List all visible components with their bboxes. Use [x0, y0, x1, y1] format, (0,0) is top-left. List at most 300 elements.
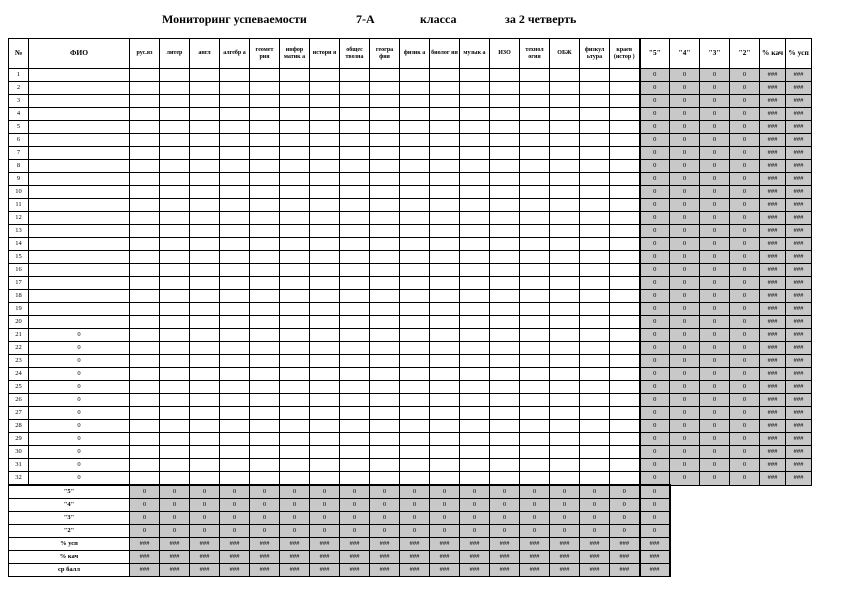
grade-input-cell[interactable] [190, 368, 220, 381]
grade-input-cell[interactable] [220, 446, 250, 459]
grade-input-cell[interactable] [520, 329, 550, 342]
grade-input-cell[interactable] [160, 251, 190, 264]
grade-input-cell[interactable] [130, 394, 160, 407]
grade-input-cell[interactable] [220, 108, 250, 121]
grade-input-cell[interactable] [550, 212, 580, 225]
grade-input-cell[interactable] [190, 381, 220, 394]
fio-cell[interactable]: 0 [29, 446, 130, 459]
grade-input-cell[interactable] [520, 420, 550, 433]
grade-input-cell[interactable] [340, 420, 370, 433]
grade-input-cell[interactable] [130, 342, 160, 355]
grade-input-cell[interactable] [310, 407, 340, 420]
grade-input-cell[interactable] [430, 108, 460, 121]
grade-input-cell[interactable] [220, 225, 250, 238]
grade-input-cell[interactable] [160, 212, 190, 225]
grade-input-cell[interactable] [580, 394, 610, 407]
grade-input-cell[interactable] [220, 459, 250, 472]
grade-input-cell[interactable] [160, 69, 190, 82]
grade-input-cell[interactable] [250, 251, 280, 264]
grade-input-cell[interactable] [550, 238, 580, 251]
grade-input-cell[interactable] [130, 472, 160, 486]
grade-input-cell[interactable] [280, 394, 310, 407]
fio-cell[interactable] [29, 186, 130, 199]
grade-input-cell[interactable] [340, 238, 370, 251]
grade-input-cell[interactable] [580, 186, 610, 199]
grade-input-cell[interactable] [550, 407, 580, 420]
grade-input-cell[interactable] [460, 82, 490, 95]
grade-input-cell[interactable] [370, 186, 400, 199]
grade-input-cell[interactable] [370, 147, 400, 160]
grade-input-cell[interactable] [430, 290, 460, 303]
grade-input-cell[interactable] [340, 264, 370, 277]
grade-input-cell[interactable] [460, 381, 490, 394]
grade-input-cell[interactable] [340, 459, 370, 472]
grade-input-cell[interactable] [130, 433, 160, 446]
grade-input-cell[interactable] [610, 446, 640, 459]
grade-input-cell[interactable] [190, 277, 220, 290]
grade-input-cell[interactable] [400, 355, 430, 368]
grade-input-cell[interactable] [610, 277, 640, 290]
grade-input-cell[interactable] [610, 95, 640, 108]
grade-input-cell[interactable] [490, 160, 520, 173]
fio-cell[interactable] [29, 108, 130, 121]
grade-input-cell[interactable] [550, 277, 580, 290]
grade-input-cell[interactable] [220, 199, 250, 212]
grade-input-cell[interactable] [130, 212, 160, 225]
grade-input-cell[interactable] [550, 420, 580, 433]
grade-input-cell[interactable] [130, 95, 160, 108]
grade-input-cell[interactable] [280, 446, 310, 459]
grade-input-cell[interactable] [460, 121, 490, 134]
grade-input-cell[interactable] [580, 160, 610, 173]
grade-input-cell[interactable] [340, 355, 370, 368]
grade-input-cell[interactable] [490, 121, 520, 134]
grade-input-cell[interactable] [610, 251, 640, 264]
grade-input-cell[interactable] [610, 316, 640, 329]
grade-input-cell[interactable] [610, 160, 640, 173]
grade-input-cell[interactable] [550, 69, 580, 82]
grade-input-cell[interactable] [610, 329, 640, 342]
grade-input-cell[interactable] [550, 355, 580, 368]
grade-input-cell[interactable] [490, 108, 520, 121]
grade-input-cell[interactable] [460, 368, 490, 381]
grade-input-cell[interactable] [550, 173, 580, 186]
grade-input-cell[interactable] [160, 381, 190, 394]
grade-input-cell[interactable] [400, 173, 430, 186]
grade-input-cell[interactable] [520, 108, 550, 121]
grade-input-cell[interactable] [520, 238, 550, 251]
grade-input-cell[interactable] [550, 329, 580, 342]
grade-input-cell[interactable] [430, 342, 460, 355]
grade-input-cell[interactable] [310, 69, 340, 82]
grade-input-cell[interactable] [490, 394, 520, 407]
grade-input-cell[interactable] [250, 199, 280, 212]
grade-input-cell[interactable] [520, 394, 550, 407]
grade-input-cell[interactable] [130, 199, 160, 212]
grade-input-cell[interactable] [430, 303, 460, 316]
grade-input-cell[interactable] [400, 264, 430, 277]
grade-input-cell[interactable] [520, 199, 550, 212]
grade-input-cell[interactable] [130, 186, 160, 199]
grade-input-cell[interactable] [430, 121, 460, 134]
grade-input-cell[interactable] [310, 472, 340, 486]
grade-input-cell[interactable] [520, 264, 550, 277]
grade-input-cell[interactable] [280, 290, 310, 303]
grade-input-cell[interactable] [250, 82, 280, 95]
grade-input-cell[interactable] [340, 251, 370, 264]
fio-cell[interactable] [29, 82, 130, 95]
grade-input-cell[interactable] [400, 134, 430, 147]
grade-input-cell[interactable] [610, 433, 640, 446]
grade-input-cell[interactable] [190, 121, 220, 134]
grade-input-cell[interactable] [580, 82, 610, 95]
grade-input-cell[interactable] [250, 69, 280, 82]
grade-input-cell[interactable] [250, 212, 280, 225]
grade-input-cell[interactable] [190, 69, 220, 82]
grade-input-cell[interactable] [190, 420, 220, 433]
grade-input-cell[interactable] [310, 381, 340, 394]
grade-input-cell[interactable] [400, 277, 430, 290]
fio-cell[interactable]: 0 [29, 407, 130, 420]
grade-input-cell[interactable] [340, 199, 370, 212]
grade-input-cell[interactable] [610, 459, 640, 472]
grade-input-cell[interactable] [490, 199, 520, 212]
grade-input-cell[interactable] [160, 433, 190, 446]
grade-input-cell[interactable] [550, 225, 580, 238]
grade-input-cell[interactable] [370, 303, 400, 316]
grade-input-cell[interactable] [340, 342, 370, 355]
grade-input-cell[interactable] [190, 82, 220, 95]
grade-input-cell[interactable] [280, 264, 310, 277]
grade-input-cell[interactable] [460, 238, 490, 251]
grade-input-cell[interactable] [250, 368, 280, 381]
grade-input-cell[interactable] [340, 381, 370, 394]
fio-cell[interactable] [29, 225, 130, 238]
grade-input-cell[interactable] [490, 407, 520, 420]
grade-input-cell[interactable] [370, 95, 400, 108]
grade-input-cell[interactable] [550, 82, 580, 95]
grade-input-cell[interactable] [400, 329, 430, 342]
grade-input-cell[interactable] [490, 459, 520, 472]
grade-input-cell[interactable] [610, 420, 640, 433]
grade-input-cell[interactable] [460, 329, 490, 342]
fio-cell[interactable]: 0 [29, 368, 130, 381]
grade-input-cell[interactable] [370, 264, 400, 277]
grade-input-cell[interactable] [160, 134, 190, 147]
grade-input-cell[interactable] [430, 173, 460, 186]
grade-input-cell[interactable] [460, 134, 490, 147]
grade-input-cell[interactable] [190, 342, 220, 355]
grade-input-cell[interactable] [310, 394, 340, 407]
grade-input-cell[interactable] [220, 238, 250, 251]
grade-input-cell[interactable] [520, 472, 550, 486]
grade-input-cell[interactable] [490, 264, 520, 277]
grade-input-cell[interactable] [580, 212, 610, 225]
grade-input-cell[interactable] [190, 212, 220, 225]
grade-input-cell[interactable] [430, 82, 460, 95]
grade-input-cell[interactable] [610, 173, 640, 186]
grade-input-cell[interactable] [400, 225, 430, 238]
grade-input-cell[interactable] [460, 69, 490, 82]
fio-cell[interactable]: 0 [29, 394, 130, 407]
grade-input-cell[interactable] [580, 277, 610, 290]
grade-input-cell[interactable] [610, 82, 640, 95]
grade-input-cell[interactable] [280, 472, 310, 486]
grade-input-cell[interactable] [190, 264, 220, 277]
grade-input-cell[interactable] [370, 121, 400, 134]
grade-input-cell[interactable] [310, 95, 340, 108]
grade-input-cell[interactable] [160, 173, 190, 186]
grade-input-cell[interactable] [250, 407, 280, 420]
grade-input-cell[interactable] [550, 147, 580, 160]
grade-input-cell[interactable] [580, 251, 610, 264]
grade-input-cell[interactable] [610, 355, 640, 368]
grade-input-cell[interactable] [190, 238, 220, 251]
grade-input-cell[interactable] [280, 238, 310, 251]
fio-cell[interactable] [29, 212, 130, 225]
grade-input-cell[interactable] [160, 368, 190, 381]
grade-input-cell[interactable] [430, 186, 460, 199]
grade-input-cell[interactable] [370, 160, 400, 173]
grade-input-cell[interactable] [460, 173, 490, 186]
grade-input-cell[interactable] [130, 381, 160, 394]
grade-input-cell[interactable] [310, 225, 340, 238]
grade-input-cell[interactable] [520, 147, 550, 160]
grade-input-cell[interactable] [310, 433, 340, 446]
grade-input-cell[interactable] [250, 264, 280, 277]
grade-input-cell[interactable] [130, 173, 160, 186]
grade-input-cell[interactable] [520, 186, 550, 199]
grade-input-cell[interactable] [460, 264, 490, 277]
grade-input-cell[interactable] [250, 277, 280, 290]
grade-input-cell[interactable] [130, 147, 160, 160]
grade-input-cell[interactable] [280, 329, 310, 342]
grade-input-cell[interactable] [550, 459, 580, 472]
grade-input-cell[interactable] [460, 108, 490, 121]
grade-input-cell[interactable] [130, 459, 160, 472]
grade-input-cell[interactable] [520, 69, 550, 82]
grade-input-cell[interactable] [550, 290, 580, 303]
grade-input-cell[interactable] [400, 82, 430, 95]
grade-input-cell[interactable] [550, 381, 580, 394]
grade-input-cell[interactable] [430, 225, 460, 238]
grade-input-cell[interactable] [190, 316, 220, 329]
grade-input-cell[interactable] [370, 290, 400, 303]
fio-cell[interactable] [29, 277, 130, 290]
grade-input-cell[interactable] [370, 225, 400, 238]
grade-input-cell[interactable] [250, 95, 280, 108]
grade-input-cell[interactable] [250, 329, 280, 342]
grade-input-cell[interactable] [400, 407, 430, 420]
grade-input-cell[interactable] [340, 433, 370, 446]
grade-input-cell[interactable] [250, 342, 280, 355]
grade-input-cell[interactable] [130, 355, 160, 368]
grade-input-cell[interactable] [160, 472, 190, 486]
grade-input-cell[interactable] [160, 225, 190, 238]
grade-input-cell[interactable] [250, 238, 280, 251]
grade-input-cell[interactable] [460, 472, 490, 486]
grade-input-cell[interactable] [550, 433, 580, 446]
grade-input-cell[interactable] [250, 186, 280, 199]
grade-input-cell[interactable] [580, 264, 610, 277]
grade-input-cell[interactable] [610, 290, 640, 303]
fio-cell[interactable]: 0 [29, 420, 130, 433]
grade-input-cell[interactable] [310, 446, 340, 459]
grade-input-cell[interactable] [520, 290, 550, 303]
grade-input-cell[interactable] [310, 290, 340, 303]
grade-input-cell[interactable] [340, 82, 370, 95]
grade-input-cell[interactable] [280, 316, 310, 329]
grade-input-cell[interactable] [370, 316, 400, 329]
grade-input-cell[interactable] [520, 251, 550, 264]
grade-input-cell[interactable] [520, 368, 550, 381]
grade-input-cell[interactable] [220, 69, 250, 82]
grade-input-cell[interactable] [520, 95, 550, 108]
grade-input-cell[interactable] [220, 134, 250, 147]
grade-input-cell[interactable] [490, 238, 520, 251]
fio-cell[interactable] [29, 95, 130, 108]
grade-input-cell[interactable] [370, 446, 400, 459]
grade-input-cell[interactable] [130, 121, 160, 134]
grade-input-cell[interactable] [250, 459, 280, 472]
grade-input-cell[interactable] [130, 290, 160, 303]
grade-input-cell[interactable] [310, 342, 340, 355]
grade-input-cell[interactable] [460, 186, 490, 199]
grade-input-cell[interactable] [400, 342, 430, 355]
grade-input-cell[interactable] [310, 82, 340, 95]
fio-cell[interactable] [29, 199, 130, 212]
grade-input-cell[interactable] [550, 303, 580, 316]
grade-input-cell[interactable] [340, 446, 370, 459]
grade-input-cell[interactable] [520, 433, 550, 446]
grade-input-cell[interactable] [580, 121, 610, 134]
grade-input-cell[interactable] [610, 69, 640, 82]
grade-input-cell[interactable] [220, 303, 250, 316]
grade-input-cell[interactable] [520, 342, 550, 355]
grade-input-cell[interactable] [610, 186, 640, 199]
grade-input-cell[interactable] [370, 134, 400, 147]
grade-input-cell[interactable] [580, 225, 610, 238]
grade-input-cell[interactable] [190, 433, 220, 446]
grade-input-cell[interactable] [490, 277, 520, 290]
grade-input-cell[interactable] [220, 420, 250, 433]
grade-input-cell[interactable] [370, 82, 400, 95]
grade-input-cell[interactable] [280, 212, 310, 225]
grade-input-cell[interactable] [400, 251, 430, 264]
grade-input-cell[interactable] [520, 173, 550, 186]
grade-input-cell[interactable] [430, 420, 460, 433]
grade-input-cell[interactable] [580, 329, 610, 342]
grade-input-cell[interactable] [370, 420, 400, 433]
grade-input-cell[interactable] [610, 134, 640, 147]
grade-input-cell[interactable] [400, 95, 430, 108]
fio-cell[interactable]: 0 [29, 381, 130, 394]
grade-input-cell[interactable] [520, 160, 550, 173]
grade-input-cell[interactable] [400, 238, 430, 251]
grade-input-cell[interactable] [400, 290, 430, 303]
grade-input-cell[interactable] [130, 160, 160, 173]
grade-input-cell[interactable] [370, 173, 400, 186]
grade-input-cell[interactable] [160, 407, 190, 420]
fio-cell[interactable]: 0 [29, 329, 130, 342]
grade-input-cell[interactable] [280, 108, 310, 121]
grade-input-cell[interactable] [370, 459, 400, 472]
grade-input-cell[interactable] [580, 134, 610, 147]
grade-input-cell[interactable] [580, 303, 610, 316]
grade-input-cell[interactable] [190, 147, 220, 160]
grade-input-cell[interactable] [190, 407, 220, 420]
grade-input-cell[interactable] [430, 238, 460, 251]
grade-input-cell[interactable] [490, 342, 520, 355]
fio-cell[interactable] [29, 316, 130, 329]
grade-input-cell[interactable] [160, 355, 190, 368]
grade-input-cell[interactable] [370, 342, 400, 355]
grade-input-cell[interactable] [340, 303, 370, 316]
fio-cell[interactable] [29, 121, 130, 134]
grade-input-cell[interactable] [430, 134, 460, 147]
grade-input-cell[interactable] [580, 95, 610, 108]
grade-input-cell[interactable] [490, 420, 520, 433]
grade-input-cell[interactable] [310, 277, 340, 290]
grade-input-cell[interactable] [610, 407, 640, 420]
grade-input-cell[interactable] [490, 186, 520, 199]
grade-input-cell[interactable] [190, 108, 220, 121]
grade-input-cell[interactable] [310, 147, 340, 160]
grade-input-cell[interactable] [250, 108, 280, 121]
grade-input-cell[interactable] [310, 420, 340, 433]
grade-input-cell[interactable] [250, 433, 280, 446]
grade-input-cell[interactable] [490, 251, 520, 264]
grade-input-cell[interactable] [430, 251, 460, 264]
grade-input-cell[interactable] [250, 381, 280, 394]
grade-input-cell[interactable] [490, 173, 520, 186]
grade-input-cell[interactable] [550, 368, 580, 381]
grade-input-cell[interactable] [580, 316, 610, 329]
grade-input-cell[interactable] [460, 225, 490, 238]
grade-input-cell[interactable] [520, 355, 550, 368]
grade-input-cell[interactable] [340, 368, 370, 381]
grade-input-cell[interactable] [220, 173, 250, 186]
grade-input-cell[interactable] [400, 433, 430, 446]
grade-input-cell[interactable] [250, 355, 280, 368]
grade-input-cell[interactable] [490, 355, 520, 368]
grade-input-cell[interactable] [460, 433, 490, 446]
grade-input-cell[interactable] [610, 394, 640, 407]
grade-input-cell[interactable] [250, 303, 280, 316]
grade-input-cell[interactable] [460, 199, 490, 212]
grade-input-cell[interactable] [310, 134, 340, 147]
grade-input-cell[interactable] [460, 303, 490, 316]
grade-input-cell[interactable] [310, 368, 340, 381]
grade-input-cell[interactable] [490, 381, 520, 394]
grade-input-cell[interactable] [340, 186, 370, 199]
grade-input-cell[interactable] [190, 290, 220, 303]
grade-input-cell[interactable] [400, 160, 430, 173]
fio-cell[interactable]: 0 [29, 342, 130, 355]
fio-cell[interactable]: 0 [29, 472, 130, 486]
grade-input-cell[interactable] [250, 147, 280, 160]
grade-input-cell[interactable] [220, 381, 250, 394]
fio-cell[interactable]: 0 [29, 433, 130, 446]
grade-input-cell[interactable] [220, 316, 250, 329]
grade-input-cell[interactable] [250, 446, 280, 459]
grade-input-cell[interactable] [280, 95, 310, 108]
grade-input-cell[interactable] [220, 472, 250, 486]
grade-input-cell[interactable] [340, 407, 370, 420]
grade-input-cell[interactable] [130, 446, 160, 459]
grade-input-cell[interactable] [160, 316, 190, 329]
grade-input-cell[interactable] [490, 147, 520, 160]
